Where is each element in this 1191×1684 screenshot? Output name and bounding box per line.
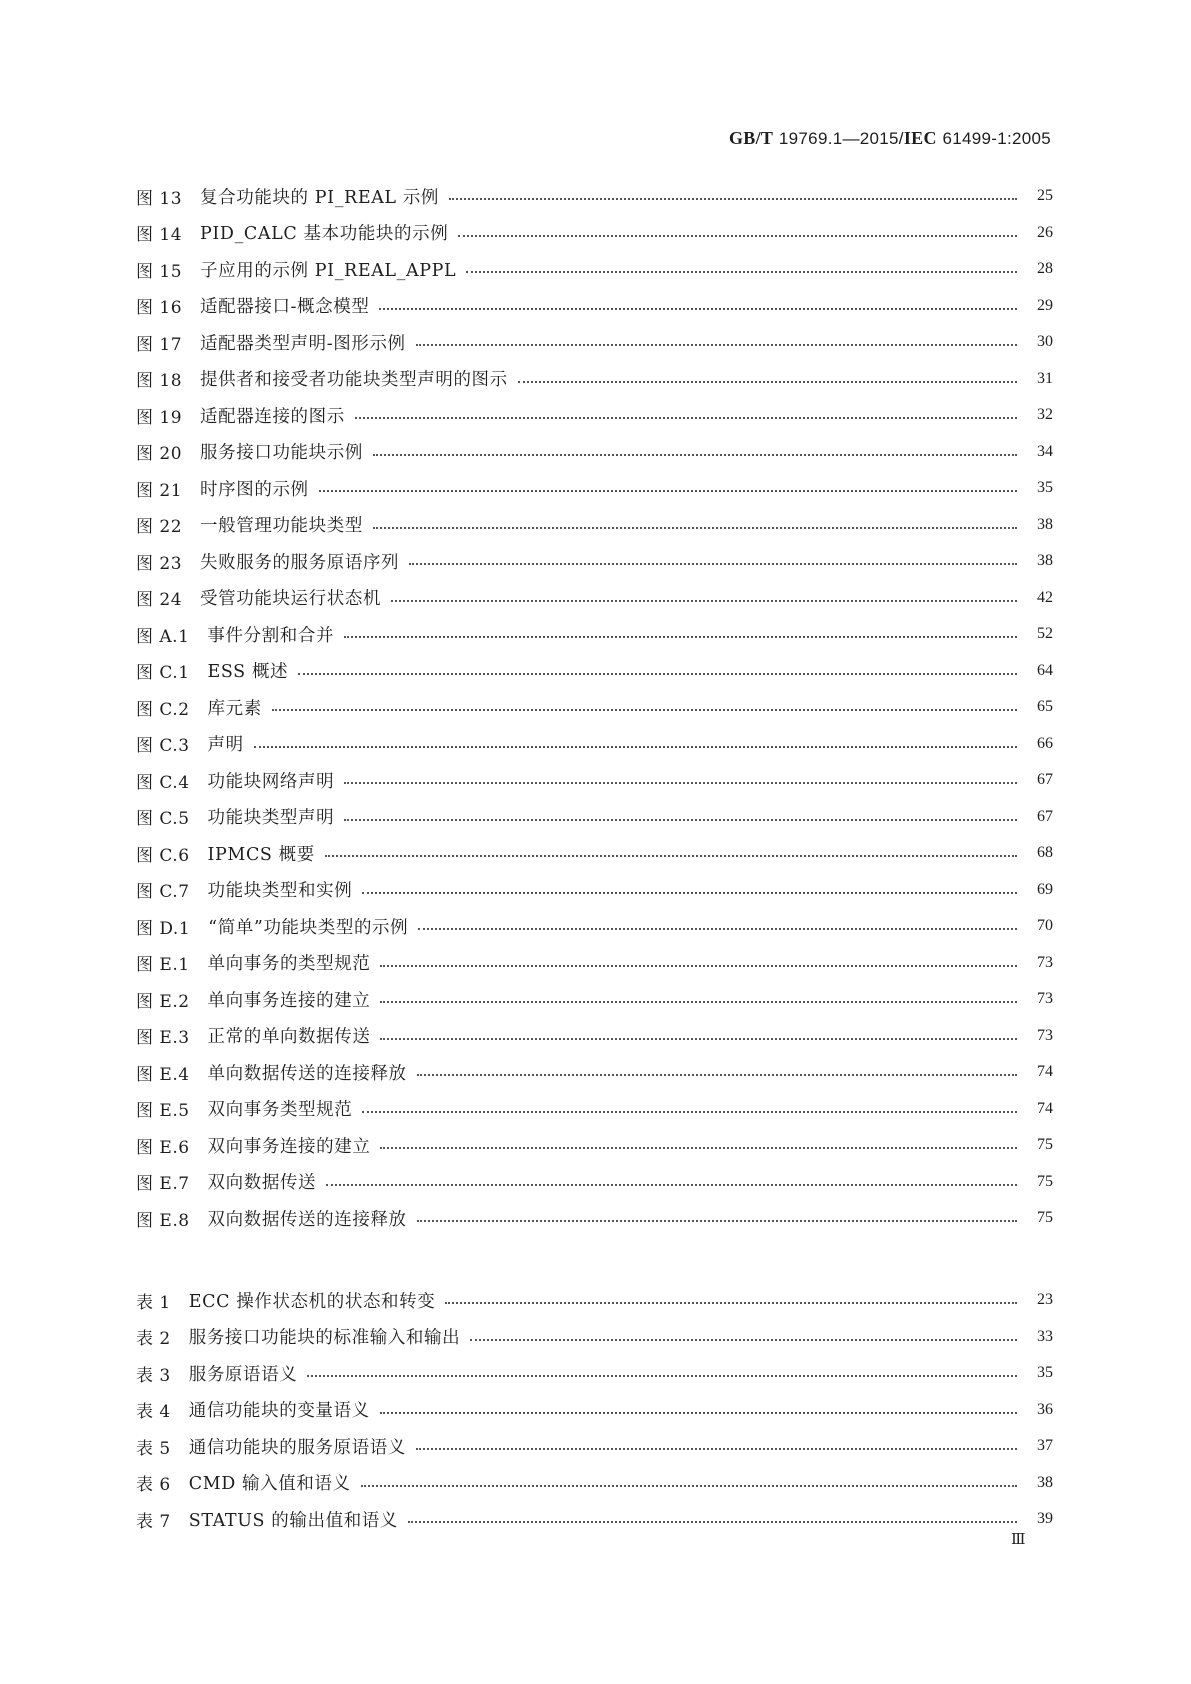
figure-entry[interactable] bbox=[136, 1164, 1053, 1201]
table-entry[interactable] bbox=[136, 1355, 1053, 1392]
entry-page-number: 69 bbox=[1037, 880, 1053, 898]
figure-entry[interactable] bbox=[136, 762, 1053, 799]
entry-label: 表 4 bbox=[136, 1402, 171, 1423]
dot-leader bbox=[458, 235, 1017, 237]
entry-page-number: 26 bbox=[1037, 223, 1053, 241]
entry-label: 图 C.7 bbox=[136, 882, 190, 903]
entry-page-number: 38 bbox=[1037, 515, 1053, 533]
dot-leader bbox=[272, 709, 1017, 711]
figure-entry[interactable] bbox=[136, 434, 1053, 471]
entry-title: 事件分割和合并 bbox=[207, 625, 335, 646]
entry-page-number: 75 bbox=[1037, 1136, 1053, 1154]
entry-title: 复合功能块的 PI_REAL 示例 bbox=[200, 187, 440, 208]
figure-entry[interactable] bbox=[136, 324, 1053, 361]
entry-page-number: 23 bbox=[1037, 1291, 1053, 1309]
entry-label: 图 21 bbox=[136, 480, 183, 501]
entry-label: 图 19 bbox=[136, 407, 183, 428]
figure-entry[interactable] bbox=[136, 799, 1053, 836]
figure-entry[interactable] bbox=[136, 689, 1053, 726]
dot-leader bbox=[373, 527, 1017, 529]
entry-title: 双向事务连接的建立 bbox=[207, 1136, 371, 1157]
entry-title: 双向事务类型规范 bbox=[207, 1100, 353, 1121]
entry-page-number: 35 bbox=[1037, 1364, 1053, 1382]
dot-leader bbox=[379, 308, 1017, 310]
entry-title: 双向数据传送 bbox=[207, 1173, 317, 1194]
entry-title: 库元素 bbox=[207, 698, 262, 719]
dot-leader bbox=[518, 381, 1017, 383]
entry-label: 图 E.5 bbox=[136, 1101, 190, 1122]
iec-number: 61499-1:2005 bbox=[942, 129, 1051, 148]
table-list bbox=[136, 1282, 1053, 1538]
entry-page-number: 67 bbox=[1037, 771, 1053, 789]
dot-leader bbox=[380, 965, 1017, 967]
entry-page-number: 73 bbox=[1037, 1026, 1053, 1044]
entry-title: 适配器连接的图示 bbox=[200, 406, 345, 427]
entry-page-number: 67 bbox=[1037, 807, 1053, 825]
table-entry[interactable] bbox=[136, 1465, 1053, 1502]
figure-entry[interactable] bbox=[136, 288, 1053, 325]
dot-leader bbox=[325, 855, 1017, 857]
figure-entry[interactable] bbox=[136, 361, 1053, 398]
dot-leader bbox=[380, 1412, 1017, 1414]
entry-page-number: 68 bbox=[1037, 844, 1053, 862]
figure-entry[interactable] bbox=[136, 726, 1053, 763]
standard-header bbox=[729, 128, 1051, 149]
dot-leader bbox=[445, 1302, 1017, 1304]
entry-page-number: 52 bbox=[1037, 625, 1053, 643]
figure-entry[interactable] bbox=[136, 653, 1053, 690]
dot-leader bbox=[466, 271, 1017, 273]
entry-label: 图 A.1 bbox=[136, 626, 190, 647]
standard-prefix: GB/T bbox=[728, 128, 774, 148]
figure-entry[interactable] bbox=[136, 397, 1053, 434]
dot-leader bbox=[380, 1038, 1017, 1040]
entry-title: CMD 输入值和语义 bbox=[188, 1474, 351, 1495]
entry-title: 时序图的示例 bbox=[200, 479, 309, 500]
figure-entry[interactable] bbox=[136, 178, 1053, 215]
entry-label: 图 E.1 bbox=[136, 955, 190, 976]
entry-label: 图 C.5 bbox=[136, 809, 190, 830]
dot-leader bbox=[391, 600, 1017, 602]
entry-label: 图 24 bbox=[136, 590, 183, 611]
entry-title: 服务原语语义 bbox=[188, 1364, 298, 1385]
entry-title: 通信功能块的服务原语语义 bbox=[188, 1437, 406, 1458]
figure-entry[interactable] bbox=[136, 470, 1053, 507]
dot-leader bbox=[344, 636, 1017, 638]
entry-label: 表 2 bbox=[136, 1329, 171, 1350]
entry-label: 图 D.1 bbox=[136, 918, 191, 939]
entry-title: 适配器类型声明-图形示例 bbox=[200, 333, 406, 354]
entry-title: STATUS 的输出值和语义 bbox=[188, 1510, 398, 1531]
entry-label: 图 E.6 bbox=[136, 1137, 190, 1158]
entry-label: 表 7 bbox=[136, 1511, 171, 1532]
entry-title: 声明 bbox=[207, 735, 244, 756]
dot-leader bbox=[362, 892, 1017, 894]
entry-title: 通信功能块的变量语义 bbox=[188, 1401, 370, 1422]
entry-page-number: 65 bbox=[1037, 698, 1053, 716]
table-entry[interactable] bbox=[136, 1392, 1053, 1429]
figure-entry[interactable] bbox=[136, 543, 1053, 580]
entry-label: 图 15 bbox=[136, 261, 183, 282]
entry-label: 图 E.8 bbox=[136, 1210, 190, 1231]
entry-page-number: 38 bbox=[1037, 1473, 1053, 1491]
entry-title: PID_CALC 基本功能块的示例 bbox=[200, 224, 449, 245]
entry-label: 图 C.1 bbox=[136, 663, 190, 684]
entry-title: 双向数据传送的连接释放 bbox=[207, 1209, 407, 1230]
entry-label: 图 13 bbox=[136, 188, 183, 209]
entry-page-number: 33 bbox=[1037, 1327, 1053, 1345]
table-entry[interactable] bbox=[136, 1428, 1053, 1465]
entry-title: 提供者和接受者功能块类型声明的图示 bbox=[200, 370, 508, 391]
dot-leader bbox=[361, 1485, 1017, 1487]
dot-leader bbox=[416, 1448, 1017, 1450]
figure-entry[interactable] bbox=[136, 215, 1053, 252]
entry-label: 图 E.7 bbox=[136, 1174, 190, 1195]
entry-label: 图 20 bbox=[136, 444, 183, 465]
figure-entry[interactable] bbox=[136, 580, 1053, 617]
entry-title: 单向事务的类型规范 bbox=[207, 954, 371, 975]
dot-leader bbox=[449, 198, 1017, 200]
entry-title: ESS 概述 bbox=[207, 662, 289, 683]
entry-page-number: 25 bbox=[1037, 187, 1053, 205]
iec-prefix: IEC bbox=[903, 128, 937, 148]
figure-entry[interactable] bbox=[136, 1091, 1053, 1128]
entry-page-number: 66 bbox=[1037, 734, 1053, 752]
entry-page-number: 75 bbox=[1037, 1172, 1053, 1190]
entry-title: 服务接口功能块示例 bbox=[200, 443, 363, 464]
entry-page-number: 39 bbox=[1037, 1510, 1053, 1528]
entry-page-number: 28 bbox=[1037, 260, 1053, 278]
dot-leader bbox=[470, 1339, 1017, 1341]
dot-leader bbox=[418, 928, 1017, 930]
figure-entry[interactable] bbox=[136, 908, 1053, 945]
entry-title: 子应用的示例 PI_REAL_APPL bbox=[200, 260, 457, 281]
dot-leader bbox=[417, 1220, 1017, 1222]
figure-entry[interactable] bbox=[136, 872, 1053, 909]
table-entry[interactable] bbox=[136, 1319, 1053, 1356]
entry-page-number: 35 bbox=[1037, 479, 1053, 497]
dot-leader bbox=[380, 1001, 1017, 1003]
entry-page-number: 75 bbox=[1037, 1209, 1053, 1227]
entry-title: ECC 操作状态机的状态和转变 bbox=[188, 1291, 436, 1312]
dot-leader bbox=[417, 1074, 1017, 1076]
dot-leader bbox=[355, 417, 1017, 419]
entry-title: 一般管理功能块类型 bbox=[200, 516, 363, 537]
dot-leader bbox=[344, 819, 1017, 821]
entry-page-number: 73 bbox=[1037, 953, 1053, 971]
dot-leader bbox=[254, 746, 1017, 748]
entry-title: 正常的单向数据传送 bbox=[207, 1027, 371, 1048]
entry-label: 图 E.4 bbox=[136, 1064, 190, 1085]
table-entry[interactable] bbox=[136, 1501, 1053, 1538]
entry-title: 服务接口功能块的标准输入和输出 bbox=[188, 1328, 461, 1349]
figure-entry[interactable] bbox=[136, 945, 1053, 982]
entry-page-number: 32 bbox=[1037, 406, 1053, 424]
entry-label: 图 C.3 bbox=[136, 736, 190, 757]
dot-leader bbox=[307, 1375, 1017, 1377]
entry-page-number: 38 bbox=[1037, 552, 1053, 570]
entry-label: 图 14 bbox=[136, 225, 183, 246]
page-number: Ⅲ bbox=[1011, 1530, 1026, 1548]
dot-leader bbox=[344, 782, 1017, 784]
entry-title: IPMCS 概要 bbox=[207, 844, 315, 865]
entry-title: 功能块类型声明 bbox=[207, 808, 335, 829]
figure-entry[interactable] bbox=[136, 1018, 1053, 1055]
entry-page-number: 64 bbox=[1037, 661, 1053, 679]
figure-entry[interactable] bbox=[136, 981, 1053, 1018]
dot-leader bbox=[380, 1147, 1017, 1149]
entry-label: 图 22 bbox=[136, 517, 183, 538]
entry-label: 图 E.3 bbox=[136, 1028, 190, 1049]
entry-page-number: 36 bbox=[1037, 1400, 1053, 1418]
entry-page-number: 34 bbox=[1037, 442, 1053, 460]
entry-label: 图 16 bbox=[136, 298, 183, 319]
figure-entry[interactable] bbox=[136, 507, 1053, 544]
entry-page-number: 42 bbox=[1037, 588, 1053, 606]
entry-title: 功能块网络声明 bbox=[207, 771, 335, 792]
entry-title: 单向事务连接的建立 bbox=[207, 990, 371, 1011]
entry-page-number: 74 bbox=[1037, 1063, 1053, 1081]
entry-page-number: 30 bbox=[1037, 333, 1053, 351]
entry-label: 图 E.2 bbox=[136, 991, 190, 1012]
figure-entry[interactable] bbox=[136, 1054, 1053, 1091]
entry-label: 图 C.6 bbox=[136, 845, 190, 866]
entry-label: 表 1 bbox=[136, 1292, 171, 1313]
entry-page-number: 74 bbox=[1037, 1099, 1053, 1117]
entry-label: 表 3 bbox=[136, 1365, 171, 1386]
entry-label: 图 C.4 bbox=[136, 772, 190, 793]
entry-page-number: 37 bbox=[1037, 1437, 1053, 1455]
figure-entry[interactable] bbox=[136, 1127, 1053, 1164]
entry-label: 表 5 bbox=[136, 1438, 171, 1459]
table-entry[interactable] bbox=[136, 1282, 1053, 1319]
dot-leader bbox=[373, 454, 1017, 456]
entry-label: 图 17 bbox=[136, 334, 183, 355]
entry-page-number: 73 bbox=[1037, 990, 1053, 1008]
entry-label: 表 6 bbox=[136, 1475, 171, 1496]
entry-title: 单向数据传送的连接释放 bbox=[207, 1063, 407, 1084]
entry-page-number: 29 bbox=[1037, 296, 1053, 314]
entry-page-number: 31 bbox=[1037, 369, 1053, 387]
dot-leader bbox=[416, 344, 1017, 346]
figure-entry[interactable] bbox=[136, 251, 1053, 288]
dot-leader bbox=[298, 673, 1017, 675]
figure-entry[interactable] bbox=[136, 835, 1053, 872]
entry-label: 图 C.2 bbox=[136, 699, 190, 720]
entry-title: 失败服务的服务原语序列 bbox=[200, 552, 400, 573]
entry-label: 图 23 bbox=[136, 553, 183, 574]
figure-list bbox=[136, 178, 1053, 1237]
entry-title: “简单”功能块类型的示例 bbox=[208, 917, 409, 938]
dot-leader bbox=[409, 563, 1017, 565]
entry-label: 图 18 bbox=[136, 371, 183, 392]
entry-title: 受管功能块运行状态机 bbox=[200, 589, 382, 610]
dot-leader bbox=[408, 1521, 1017, 1523]
dot-leader bbox=[326, 1184, 1017, 1186]
dot-leader bbox=[362, 1111, 1017, 1113]
standard-number: 19769.1—2015/ bbox=[778, 129, 904, 148]
entry-title: 适配器接口-概念模型 bbox=[200, 297, 370, 318]
figure-entry[interactable] bbox=[136, 1200, 1053, 1237]
entry-page-number: 70 bbox=[1037, 917, 1053, 935]
figure-entry[interactable] bbox=[136, 616, 1053, 653]
entry-title: 功能块类型和实例 bbox=[207, 881, 353, 902]
dot-leader bbox=[319, 490, 1017, 492]
